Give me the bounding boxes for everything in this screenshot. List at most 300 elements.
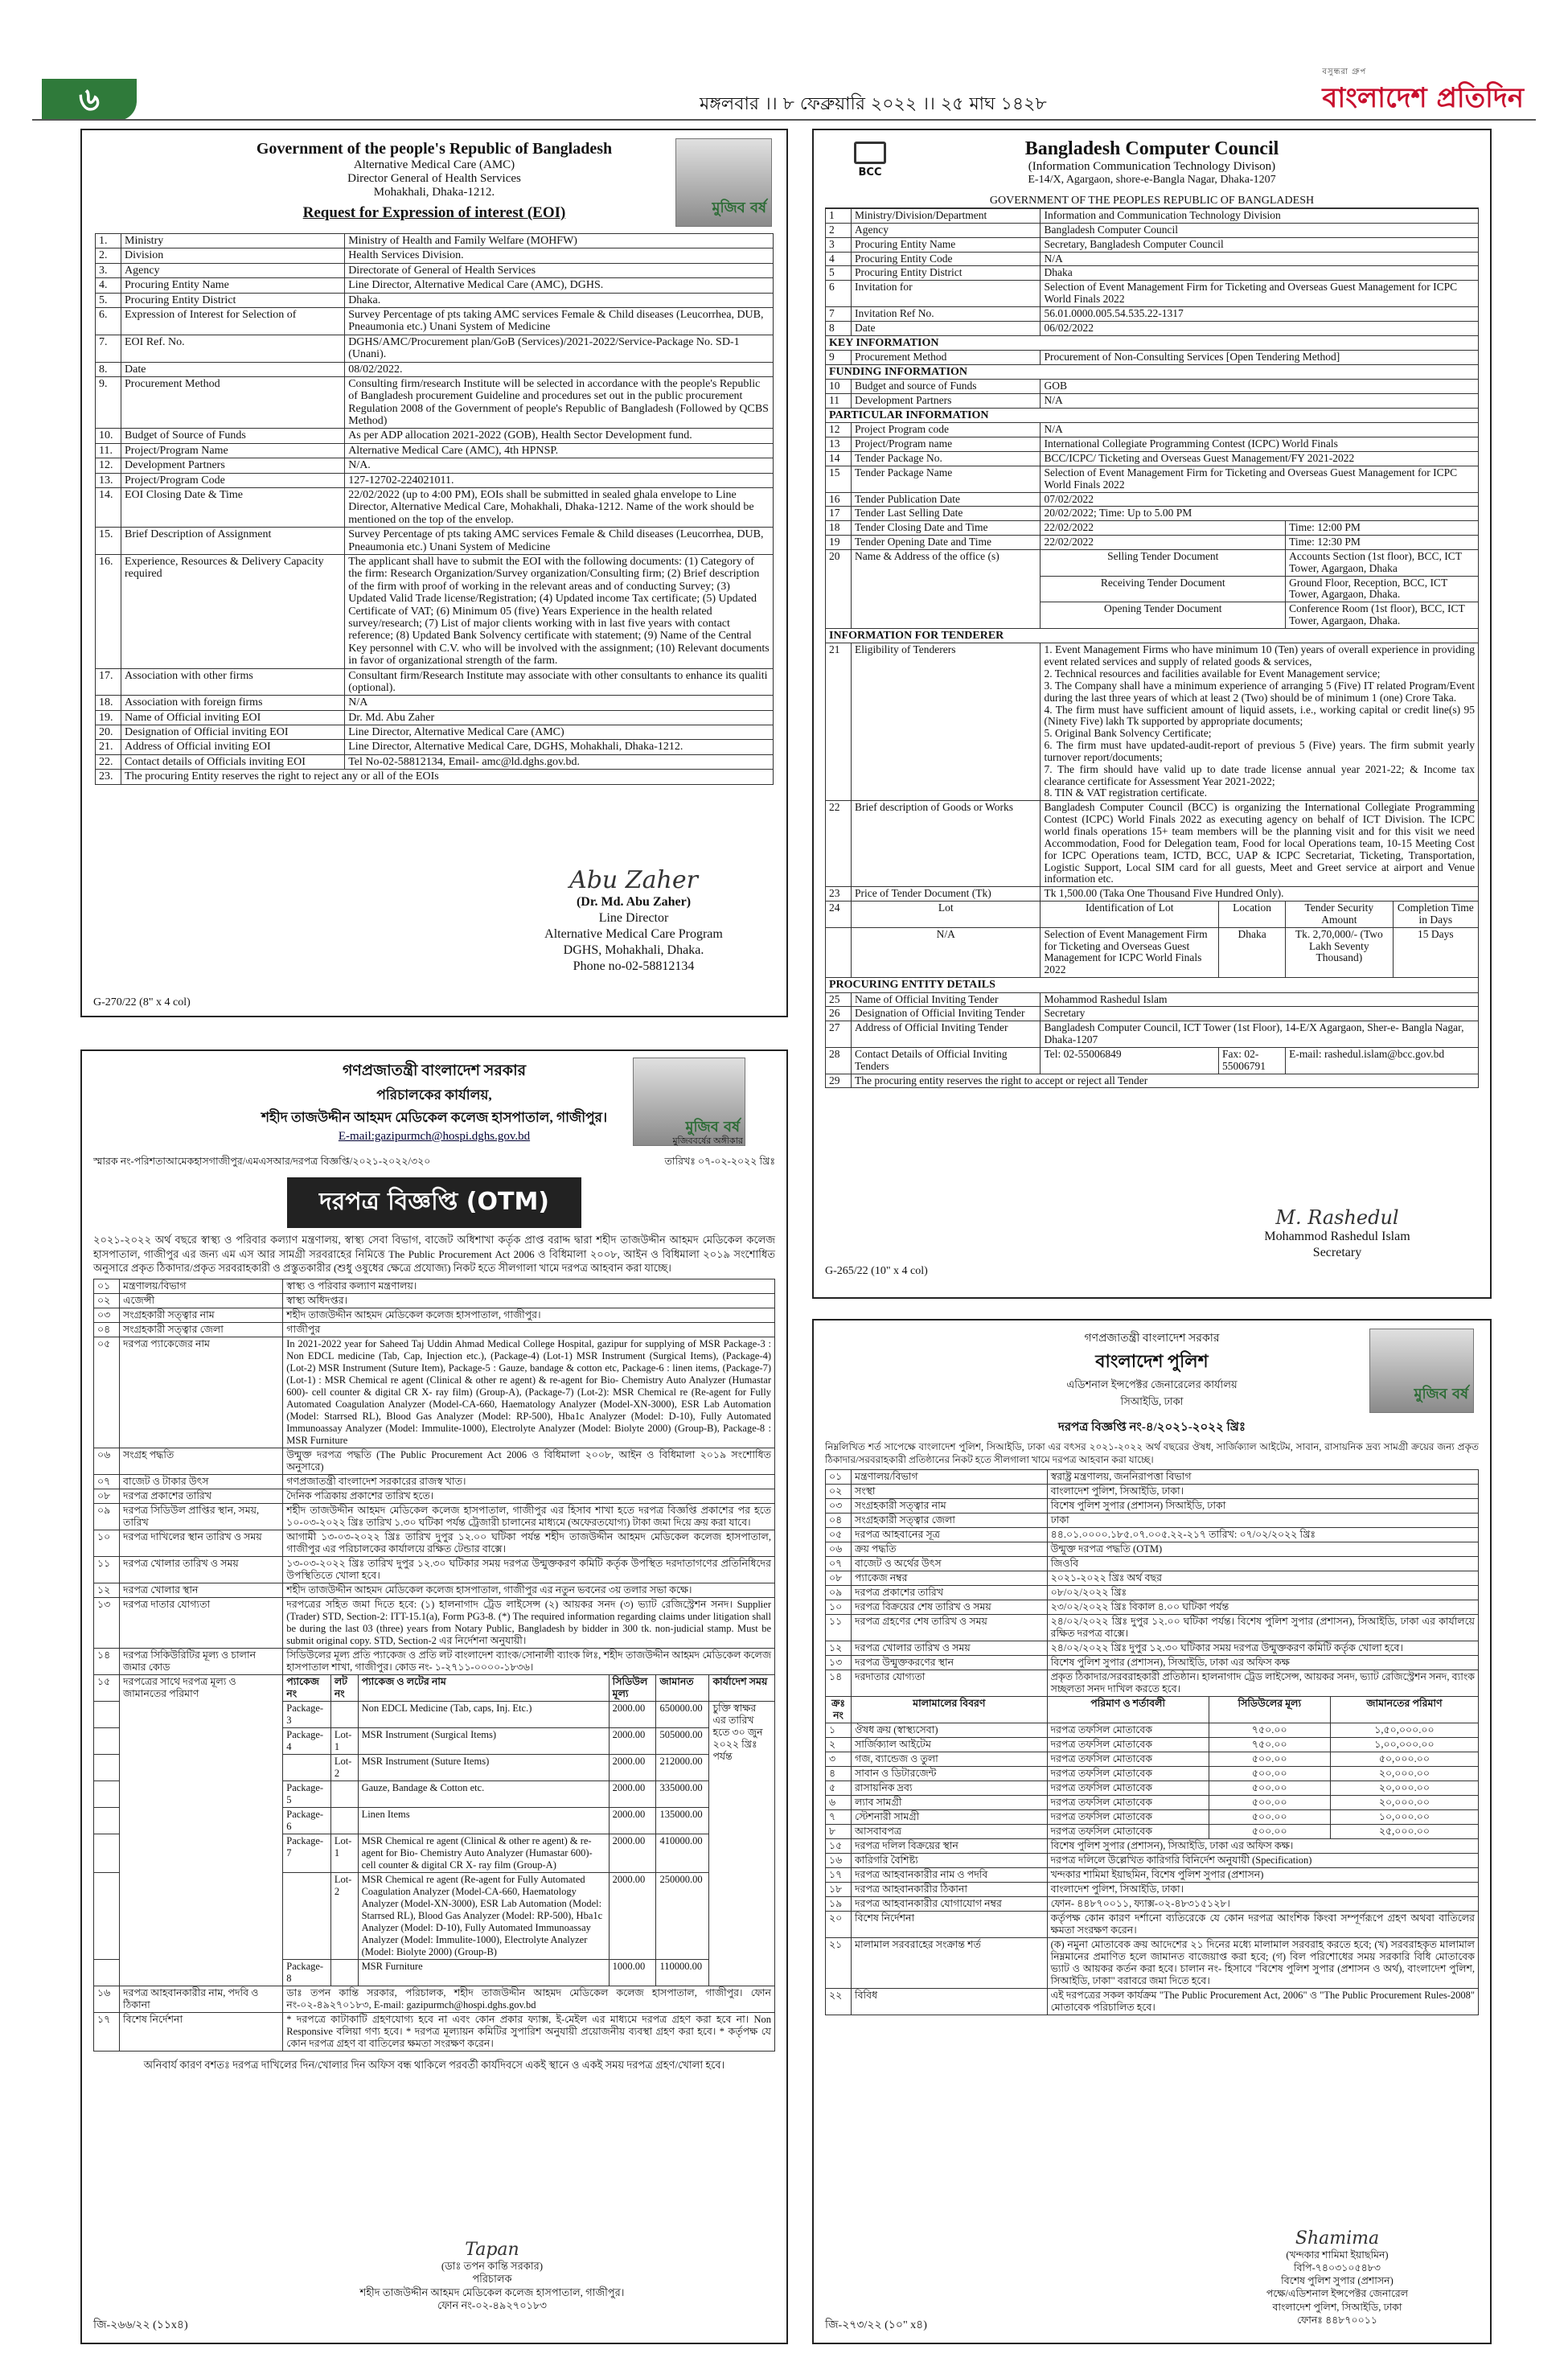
table-cell: ০৩ — [94, 1308, 120, 1322]
table-cell: ঔষধ ক্রয় (স্বাস্থ্যসেবা) — [852, 1723, 1048, 1738]
table-cell: ৫ — [826, 1781, 852, 1796]
table-cell: ১৭ — [94, 2012, 120, 2051]
table-cell: বাংলাদেশ পুলিশ, সিআইডি, ঢাকা। — [1047, 1883, 1478, 1897]
table-cell: ০২ — [94, 1293, 120, 1308]
bcc-logo — [842, 142, 898, 188]
table-cell: 20. — [96, 725, 121, 740]
table-cell: Identification of Lot — [1041, 902, 1219, 928]
table-cell: Dr. Md. Abu Zaher — [345, 710, 774, 725]
table-cell: Bangladesh Computer Council — [1041, 223, 1479, 237]
table-cell: 18 — [826, 521, 852, 536]
shmc-tender-ad — [80, 1049, 788, 2344]
table-cell: 7 — [826, 306, 852, 321]
bcc-tender-ad — [812, 129, 1492, 1299]
table-cell: বিশেষ পুলিশ সুপার (প্রশাসন), সিআইডি, ঢাকা এর অফিস কক্ষ। — [1047, 1839, 1478, 1854]
table-cell: 410000.00 — [656, 1834, 709, 1872]
table-cell: 22/02/2022 (up to 4:00 PM), EOIs shall be submitted in sealed ghala envelope to Line Director, Alternative Medical Care, Mohakhali, Dhaka-1212. Name of the work should be mentioned on the top of the envelop. — [345, 488, 774, 528]
table-cell: সিডিউল মূল্য — [609, 1674, 656, 1701]
table-cell: উন্মুক্ত দরপত্র পদ্ধতি (The Public Procurement Act 2006 ও বিধিমালা ২০০৮, আইন ও বিধিমালা ২০১৯ সংশোধিত অনুসারে) — [283, 1448, 775, 1474]
table-cell: Name of Official Inviting Tender — [852, 992, 1041, 1007]
table-cell: Directorate of General of Health Services — [345, 263, 774, 277]
table-cell: Procurement of Non-Consulting Services [Open Tendering Method] — [1041, 350, 1479, 364]
bcc-table — [825, 208, 1479, 1088]
police-sig-line: ফোনঃ ৪৪৮৭০০১১ — [1296, 2314, 1378, 2326]
table-cell: 7. — [96, 335, 121, 362]
table-cell: (ক) নমুনা মোতাবেক ক্রয় আদেশের ২১ দিনের মধ্যে মালামাল সরবরাহ করতে হবে; (খ) সরবরাহকৃত মালামাল নিম্নমানের প্রমাণিত হলে জামানত বাজেয়াপ্ত করা হবে; (গ) বিল পরিশোধের সময় সরকারি বিধি মোতাবেক ভ্যাট ও আয়কর কর্তন করা হবে। চালান নং- হিসাবে "বিশেষ পুলিশ সুপার (প্রশাসন ও অর্থ), বাংলাদেশ পুলিশ, সিআইডি, ঢাকা" বরাবরে জমা দিতে হবে। — [1047, 1938, 1478, 1989]
table-cell: ৫০,০০০.০০ — [1330, 1752, 1478, 1767]
table-cell: ৭৫০.০০ — [1209, 1738, 1330, 1752]
table-cell: দরপত্র তফসিল মোতাবেক — [1047, 1767, 1209, 1781]
table-cell: Date — [121, 362, 345, 376]
table-cell: Package-5 — [283, 1780, 331, 1807]
table-cell: Project/Program Name — [121, 443, 345, 458]
table-row — [826, 507, 1479, 521]
table-cell: ২০,০০০.০০ — [1330, 1767, 1478, 1781]
table-cell: MSR Instrument (Surgical Items) — [358, 1727, 609, 1754]
table-cell: ফোন- ৪৪৮৭০০১১, ফ্যাক্স-০২-৪৮৩১৫১২৮। — [1047, 1897, 1478, 1912]
table-cell: Dhaka — [1041, 266, 1479, 281]
table-cell: ১৬ — [94, 1986, 120, 2012]
table-cell: 127-12702-224021011. — [345, 473, 774, 487]
table-cell: দরপত্র খোলার তারিখ ও সময় — [852, 1641, 1048, 1656]
table-cell: ২০,০০০.০০ — [1330, 1796, 1478, 1810]
table-cell: Dhaka — [1219, 927, 1286, 977]
bcc-sig-name: Mohammod Rashedul Islam — [1264, 1230, 1410, 1243]
table-row — [94, 1597, 775, 1648]
table-cell: Receiving Tender Document — [1041, 576, 1286, 602]
table-row — [826, 437, 1479, 452]
table-cell: Selection of Event Management Firm for Ticketing and Overseas Guest Management for ICPC World Finals 2022 — [1041, 466, 1479, 492]
police-gov: গণপ্রজাতন্ত্রী বাংলাদেশ সরকার — [1084, 1333, 1220, 1345]
table-row — [94, 1556, 775, 1583]
table-cell: ৫০০.০০ — [1209, 1810, 1330, 1825]
table-cell: In 2021-2022 year for Saheed Taj Uddin Ahmad Medical College Hospital, gazipur for supplying of MSR Package-3 : Non EDCL medicine (Tab, Cap, Injection etc.), (Package-4) (Lot-1) MSR Instrument (Surgical Items), (Package-4) (Lot-2) MSR Instrument (Suture Item), Package-5 : Gauze, bandage & cotton etc, Package-6 : linen items, (Package-7) (Lot-1) : MSR Chemical re agent (Clinical & other re agent) & re-agent for Bio- Chemistry Auto Analyzer (Humastar 600)- cell counter & digital CR X- ray film) (Group-A), (Package-7) (Lot-2): MSR Chemical re (Re-agent for Fully Automated Coagulation Analyzer (Model-CA-660, Haematology Analyzer (Model-XN-3000), ESR Lab Automation (Model: Starrsed RL), Blood Gas Analyzer (Model: RP-500), Hba1c Analyzer (Model: D-10), Fully Automated Immunoassay Analyzer (Model: Immulite-1000), Electrolyte Analyzer (Model: Biolyte 2000) (Group-B), Package-8 : MSR Furniture — [283, 1337, 775, 1448]
table-cell: BCC/ICPC/ Ticketing and Overseas Guest Management/FY 2021-2022 — [1041, 451, 1479, 466]
table-cell: ০৪ — [826, 1514, 852, 1528]
table-cell: MSR Chemical re agent (Clinical & other re agent) & re-agent for Bio- Chemistry Auto Analyzer (Humastar 600)- cell counter & digital CR X- ray film (Group-A) — [358, 1834, 609, 1872]
amc-sig-line: Line Director — [598, 911, 669, 925]
table-cell: দরপত্র তফসিল মোতাবেক — [1047, 1752, 1209, 1767]
table-row — [94, 1279, 775, 1293]
table-row — [826, 209, 1479, 224]
table-cell: Secretary, Bangladesh Computer Council — [1041, 237, 1479, 252]
table-cell: 15. — [96, 528, 121, 555]
table-cell — [94, 1701, 120, 1727]
table-cell: ১৩-০৩-২০২২ খ্রিঃ তারিখ দুপুর ১২.৩০ ঘটিকার সময় দরপত্র উন্মুক্তকরণ কমিটি কর্তৃক উপস্থিত দরদাতাগণের প্রতিনিধিদের উপস্থিতিতে খোলা হবে। — [283, 1556, 775, 1583]
table-cell: আগামী ১৩-০৩-২০২২ খ্রিঃ তারিখ দুপুর ১২.০০ ঘটিকা পর্যন্ত শহীদ তাজউদ্দীন আহমদ মেডিকেল কলেজ হাসপাতাল, গাজীপুর এর পরিচালকের কার্যালয়ে রক্ষিত টেন্ডার বাক্সে। — [283, 1530, 775, 1556]
police-signature-block — [1217, 2228, 1458, 2327]
police-table — [825, 1469, 1479, 2015]
table-cell: দরপত্র প্রকাশের তারিখ — [120, 1489, 283, 1503]
table-cell: INFORMATION FOR TENDERER — [826, 628, 1479, 643]
table-row — [826, 536, 1479, 550]
table-row — [826, 978, 1479, 992]
table-row — [826, 1499, 1479, 1514]
table-row — [826, 451, 1479, 466]
shmc-sig-line: পরিচালক — [472, 2273, 512, 2286]
table-cell: 212000.00 — [656, 1754, 709, 1780]
table-row — [826, 1810, 1479, 1825]
table-cell: 2000.00 — [609, 1834, 656, 1872]
table-cell: 06/02/2022 — [1041, 321, 1479, 335]
signature-scribble: Shamima — [1295, 2228, 1380, 2249]
table-row — [96, 376, 774, 429]
table-cell: Completion Time in Days — [1393, 902, 1478, 928]
table-cell: শহীদ তাজউদ্দীন আহমদ মেডিকেল কলেজ হাসপাতাল, গাজীপুর। — [283, 1308, 775, 1322]
shmc-sig-line: (ডাঃ তপন কান্তি সরকার) — [441, 2260, 544, 2272]
table-cell: Tk 1,500.00 (Taka One Thousand Five Hundred Only). — [1041, 887, 1479, 902]
table-cell: Agency — [852, 223, 1041, 237]
list-item: 3. The Company shall have a minimum experience of arranging 5 (Five) IT related Program/Event during the last three years of which at least 2 (Two) should be of minimum 1 (one) Crore Taka. — [1044, 679, 1475, 704]
table-row — [826, 1571, 1479, 1586]
shmc-title-wrap — [93, 1177, 775, 1228]
table-cell: ক্রয় পদ্ধতি — [852, 1542, 1048, 1557]
table-row — [94, 1322, 775, 1337]
table-cell: ০৮ — [826, 1571, 852, 1586]
table-cell: Price of Tender Document (Tk) — [852, 887, 1041, 902]
table-row — [96, 710, 774, 725]
table-cell: ১২ — [94, 1583, 120, 1597]
table-cell: ২৪/০২/২০২২ খ্রিঃ দুপুর ১২.৩০ ঘটিকার সময় দরপত্র উন্মুক্তকরণ কমিটি কর্তৃক খোলা হবে। — [1047, 1641, 1478, 1656]
table-cell: 13. — [96, 473, 121, 487]
table-cell: 15 — [826, 466, 852, 492]
mujib-emblem — [675, 138, 772, 227]
table-row — [826, 1752, 1479, 1767]
table-cell: প্যাকেজ ও লটের নাম — [358, 1674, 609, 1701]
table-cell: 14. — [96, 488, 121, 528]
table-cell: 6. — [96, 307, 121, 335]
table-row — [826, 1697, 1479, 1723]
table-cell: গাজীপুর — [283, 1322, 775, 1337]
table-cell: ৫০০.০০ — [1209, 1796, 1330, 1810]
table-cell: Location — [1219, 902, 1286, 928]
list-item: 6. The firm must have updated-audit-report of previous 5 (Five) years. The firm submit yearly turnover report/documents; — [1044, 739, 1475, 763]
table-cell: 650000.00 — [656, 1701, 709, 1727]
table-row — [94, 1648, 775, 1674]
table-cell: দরপত্র সিকিউরিটির মূল্য ও চালান জমার কোড — [120, 1648, 283, 1674]
table-row — [826, 1615, 1479, 1641]
table-cell: জামানতের পরিমাণ — [1330, 1697, 1478, 1723]
table-cell — [330, 1959, 358, 1986]
table-cell: Brief Description of Assignment — [121, 528, 345, 555]
table-cell: 18. — [96, 696, 121, 710]
table-cell: স্বরাষ্ট্র মন্ত্রণালয়, জননিরাপত্তা বিভাগ — [1047, 1470, 1478, 1485]
table-cell: GOB — [1041, 380, 1479, 394]
table-cell: 8 — [826, 321, 852, 335]
table-row — [826, 394, 1479, 409]
table-cell: দরপত্রের সাথে দরপত্র মূল্য ও জামানতের পরিমাণ — [120, 1674, 283, 1986]
table-row — [826, 1738, 1479, 1752]
table-cell: গণপ্রজাতন্ত্রী বাংলাদেশ সরকারের রাজস্ব খাত। — [283, 1474, 775, 1489]
table-cell: ঢাকা — [1047, 1514, 1478, 1528]
table-row — [94, 2012, 775, 2051]
table-row — [96, 740, 774, 754]
table-row — [94, 1986, 775, 2012]
table-cell: শহীদ তাজউদ্দীন আহমদ মেডিকেল কলেজ হাসপাতাল, গাজীপুর এর হিসাব শাখা হতে দরপত্র বিজ্ঞপ্তি প্রকাশের পর হতে ১০-০৩-২০২২ খ্রিঃ তারিখ ১.৩০ ঘটিকা পর্যন্ত ট্রেজারী চালানের মাধ্যমে (অফেরতযোগ্য) টাকা জমা দিয়ে ক্রয় করা যাবে। — [283, 1503, 775, 1530]
table-cell: ১২ — [826, 1641, 852, 1656]
table-cell: দরপত্র বিক্রয়ের শেষ তারিখ ও সময় — [852, 1600, 1048, 1615]
table-row — [96, 248, 774, 263]
table-row — [96, 335, 774, 362]
table-cell: ১ — [826, 1723, 852, 1738]
table-cell: Division — [121, 248, 345, 263]
table-cell: দরপত্র তফসিল মোতাবেক — [1047, 1723, 1209, 1738]
table-cell: দরপত্রের সহিত জমা দিতে হবে: (১) হালনাগাদ ট্রেড লাইসেন্স (২) আয়কর সনদ (৩) ভ্যাট রেজিস্ট্রেশন সনদ। Supplier (Trader) STD, Section-2: ITT-15.1(a), Form PG3-8. (*) The required information regarding claims under litigation shall be during the last 03 (three) years from Notary Public, Bangladesh by bidder in 300 tk. non-judicial stamp. Must be submit original copy. STD, Section-2 এর নির্দেশনা অনুযায়ী। — [283, 1597, 775, 1648]
table-row — [826, 1528, 1479, 1542]
shmc-ad-code: জি-২৬৬/২২ (১১x৪) — [93, 2319, 188, 2331]
table-cell: 26 — [826, 1007, 852, 1021]
table-cell: 12. — [96, 458, 121, 473]
table-cell: ১১ — [826, 1615, 852, 1641]
table-cell: Agency — [121, 263, 345, 277]
table-cell: Time: 12:30 PM — [1286, 536, 1479, 550]
table-cell: দরপত্র প্রকাশের তারিখ — [852, 1586, 1048, 1600]
table-row — [96, 725, 774, 740]
shmc-memo-date: তারিখঃ ০৭-০২-২০২২ খ্রিঃ — [664, 1156, 775, 1167]
table-cell: বাজেট ও টাকার উৎস — [120, 1474, 283, 1489]
police-sub1: এডিশনাল ইন্সপেক্টর জেনারেলের কার্যালয় — [1066, 1378, 1238, 1390]
amc-ad-code: G-270/22 (8" x 4 col) — [93, 996, 191, 1008]
table-cell — [94, 1754, 120, 1780]
table-cell: ৭৫০.০০ — [1209, 1723, 1330, 1738]
table-cell: ১৪ — [826, 1670, 852, 1697]
table-cell: 12 — [826, 423, 852, 437]
table-cell: Association with other firms — [121, 668, 345, 696]
table-cell: দরপত্র খোলার তারিখ ও সময় — [120, 1556, 283, 1583]
amc-sub2: Director General of Health Services — [347, 172, 521, 185]
table-cell: 2000.00 — [609, 1701, 656, 1727]
table-cell: বিশেষ নির্দেশনা — [120, 2012, 283, 2051]
table-cell: 29 — [826, 1074, 852, 1088]
table-cell: Lot-1 — [330, 1727, 358, 1754]
table-cell: 17. — [96, 668, 121, 696]
table-cell: Budget of Source of Funds — [121, 429, 345, 443]
eligibility-list — [1041, 643, 1479, 801]
table-cell: Invitation for — [852, 281, 1041, 307]
table-cell: Tender Last Selling Date — [852, 507, 1041, 521]
table-cell: ক্রঃ নং — [826, 1697, 852, 1723]
table-cell: Gauze, Bandage & Cotton etc. — [358, 1780, 609, 1807]
table-cell: Survey Percentage of pts taking AMC services Female & Child diseases (Leucorrhea, DUB, Pneaumonia etc.) Unani System of Medicine — [345, 307, 774, 335]
table-cell: ০৯ — [826, 1586, 852, 1600]
table-cell: 9 — [826, 350, 852, 364]
newspaper-logo — [1322, 68, 1524, 123]
table-cell: Procurement Method — [121, 376, 345, 429]
table-cell: ১৭ — [826, 1868, 852, 1883]
table-row — [96, 528, 774, 555]
table-row — [826, 801, 1479, 887]
table-cell: Package-8 — [283, 1959, 331, 1986]
table-cell: N/A — [852, 927, 1041, 977]
table-cell: Tender Publication Date — [852, 492, 1041, 507]
table-cell: খন্দকার শামিমা ইয়াছমিন, বিশেষ পুলিশ সুপার (প্রশাসন) — [1047, 1868, 1478, 1883]
table-cell: Ministry of Health and Family Welfare (MOHFW) — [345, 234, 774, 248]
table-cell: ২ — [826, 1738, 852, 1752]
table-cell: 27 — [826, 1021, 852, 1048]
table-row — [94, 1489, 775, 1503]
table-cell: দরপত্র তফসিল মোতাবেক — [1047, 1781, 1209, 1796]
table-cell: ১০ — [94, 1530, 120, 1556]
table-row — [826, 350, 1479, 364]
table-cell: দরপত্র প্যাকেজের নাম — [120, 1337, 283, 1448]
header-rule — [32, 119, 1536, 121]
table-row — [826, 423, 1479, 437]
table-cell: সংগ্রহকারী সত্ত্বার নাম — [852, 1499, 1048, 1514]
table-cell: ০৩ — [826, 1499, 852, 1514]
table-row — [96, 488, 774, 528]
bcc-ad-code: G-265/22 (10" x 4 col) — [825, 1265, 928, 1277]
table-cell — [94, 1872, 120, 1959]
table-cell: Contact details of Officials inviting EOI — [121, 754, 345, 769]
table-cell: দরপত্র দলিল বিক্রয়ের স্থান — [852, 1839, 1048, 1854]
table-row — [826, 1767, 1479, 1781]
table-cell: সংগ্রহকারী সত্ত্বার জেলা — [120, 1322, 283, 1337]
table-cell: ১৫ — [94, 1674, 120, 1701]
table-cell: 250000.00 — [656, 1872, 709, 1959]
table-cell: ০৬ — [826, 1542, 852, 1557]
mujib-label: মুজিব বর্ষ — [712, 199, 766, 216]
list-item: 1. Event Management Firms who have minimum 10 (Ten) years of overall experience in providing event related services and supply of related goods & services, — [1044, 643, 1475, 668]
table-cell: স্বাস্থ্য অধিদপ্তর। — [283, 1293, 775, 1308]
table-cell: বাংলাদেশ পুলিশ, সিআইডি, ঢাকা। — [1047, 1485, 1478, 1499]
table-row — [826, 1883, 1479, 1897]
table-row — [826, 1854, 1479, 1868]
table-row — [826, 927, 1479, 977]
table-cell: মালামাল সরবরাহের সংক্রান্ত শর্ত — [852, 1938, 1048, 1989]
table-cell: N/A — [1041, 423, 1479, 437]
table-row — [826, 492, 1479, 507]
brand-name: বাংলাদেশ প্রতিদিন — [1322, 82, 1524, 114]
table-row — [826, 1723, 1479, 1738]
table-cell: Lot-2 — [330, 1872, 358, 1959]
amc-eoi-ad — [80, 129, 788, 1017]
table-cell: ১৮ — [826, 1883, 852, 1897]
table-cell: ডাঃ তপন কান্তি সরকার, পরিচালক, শহীদ তাজউদ্দীন আহমদ মেডিকেল কলেজ হাসপাতাল, গাজীপুর। ফোন নং-০২-৪৯২৭০১৮৩, E-mail: gazipurmch@hospi.dghs.gov.bd — [283, 1986, 775, 2012]
shmc-memo: স্মারক নং-পরিশতাআমেকহাসগাজীপুর/এমএসআর/দরপত্র বিজ্ঞপ্তি/২০২১-২০২২/৩২০ — [93, 1156, 431, 1167]
table-cell: 20/02/2022; Time: Up to 5.00 PM — [1041, 507, 1479, 521]
police-ad-code: জি-২৭৩/২২ (১০" x৪) — [825, 2319, 927, 2331]
table-cell: 5 — [826, 266, 852, 281]
table-cell: বিশেষ পুলিশ সুপার (প্রশাসন), সিআইডি, ঢাকা এর অফিস কক্ষ — [1047, 1656, 1478, 1670]
table-cell: ১৪ — [94, 1648, 120, 1674]
table-cell: ১৩ — [94, 1597, 120, 1648]
table-cell: 23. — [96, 770, 121, 784]
table-cell: N/A — [1041, 394, 1479, 409]
table-cell: EOI Ref. No. — [121, 335, 345, 362]
table-cell: উন্মুক্ত দরপত্র পদ্ধতি (OTM) — [1047, 1542, 1478, 1557]
table-cell: Package-3 — [283, 1701, 331, 1727]
table-cell: MSR Furniture — [358, 1959, 609, 1986]
table-cell: ২২ — [826, 1989, 852, 2015]
table-cell: প্যাকেজ নম্বর — [852, 1571, 1048, 1586]
table-cell: ৭ — [826, 1810, 852, 1825]
table-cell: ০৭ — [826, 1557, 852, 1571]
table-cell: পরিমাণ ও শর্তাবলী — [1047, 1697, 1209, 1723]
shmc-office: পরিচালকের কার্যালয়, — [376, 1087, 492, 1103]
table-cell: The applicant shall have to submit the EOI with the following documents: (1) Category of the firm: Research Organization/Survey organization/Consulting firm; (2) Brief description of the firm with proof of working in the relevant areas and of conducting Survey; (3) Updated Valid Trade license/Registration; (4) Updated income Tax certificate; (5) Updated Certificate of VAT; (6) Minimum 05 (five) Years Experience in the health related survey/research; (7) List of major clients working with in last five years with contact reference; (8) Updated Bank Solvency certificate with statement; (9) Name of the Central Key personnel with C.V. who will be involved with the assignment; (10) Relevant documents in favor of organizational strength of the farm. — [345, 554, 774, 668]
table-cell: Tender Package Name — [852, 466, 1041, 492]
table-row — [826, 992, 1479, 1007]
amc-sig-line: DGHS, Mohakhali, Dhaka. — [563, 943, 704, 957]
table-cell: Ministry/Division/Department — [852, 209, 1041, 224]
table-cell: বিবিধ — [852, 1989, 1048, 2015]
signature-scribble: Abu Zaher — [569, 866, 698, 894]
signature-scribble: M. Rashedul — [1275, 1206, 1399, 1229]
table-cell: প্রকৃত ঠিকাদার/সরবরাহকারী প্রতিষ্ঠান। হালনাগাদ ট্রেড লাইসেন্স, আয়কর সনদ, ভ্যাট রেজিস্ট্রেশন সনদ, ব্যাংক সচ্ছলতা সনদ দাখিল করতে হবে। — [1047, 1670, 1478, 1697]
table-cell: ৫০০.০০ — [1209, 1781, 1330, 1796]
table-row — [96, 293, 774, 307]
table-cell: EOI Closing Date & Time — [121, 488, 345, 528]
table-cell: ১০,০০০.০০ — [1330, 1810, 1478, 1825]
table-cell: Consulting firm/research Institute will be selected in accordance with the people's Republic of Bangladesh procurement Guideline and procedures set out in the public procurement Regulation 2008 of the Government of people's Republic of Bangladesh (Followed by QCBS Method) — [345, 376, 774, 429]
table-cell: 3. — [96, 263, 121, 277]
table-cell: সিডিউলের মূল্য — [1209, 1697, 1330, 1723]
table-row — [96, 554, 774, 668]
shmc-foot: অনিবার্য কারণ বশতঃ দরপত্র দাখিলের দিন/খোলার দিন অফিস বন্ধ থাকিলে পরবর্তী কার্যদিবসে একই স্থানে ও একই সময় দরপত্র গ্রহণ/খোলা হবে। — [143, 2058, 725, 2071]
table-cell: Bangladesh Computer Council (BCC) is organizing the International Collegiate Programming Contest (ICPC) World Finals 2022 as executing agency on behalf of ICT Division. The ICPC world finals operations 15+ team members will be the planning visit and for this visit we need Accommodation, Food for Delegation team, Food for local Operations team, 10-15 Meeting Cost for ICPC Operations team, ICTD, BCC, UAP & ICPC Secretariat, Ticketing, Transportation, Logistic Support, Local SIM card for all guests, Meet and Greet service at airport and Venue information etc. — [1041, 801, 1479, 887]
table-cell: 56.01.0000.005.54.535.22-1317 — [1041, 306, 1479, 321]
table-cell: Brief description of Goods or Works — [852, 801, 1041, 887]
table-cell: দরপত্র গ্রহণের শেষ তারিখ ও সময় — [852, 1615, 1048, 1641]
table-cell: 8. — [96, 362, 121, 376]
table-cell: ১০ — [826, 1600, 852, 1615]
table-cell: এজেন্সী — [120, 1293, 283, 1308]
table-cell: 2000.00 — [609, 1727, 656, 1754]
table-cell: ২০,০০০.০০ — [1330, 1781, 1478, 1796]
table-cell: জামানত — [656, 1674, 709, 1701]
table-cell: 24 — [826, 902, 852, 928]
table-cell: Project Program code — [852, 423, 1041, 437]
table-row — [96, 443, 774, 458]
table-row — [94, 1337, 775, 1448]
table-cell: দরপত্র তফসিল মোতাবেক — [1047, 1810, 1209, 1825]
table-cell: Health Services Division. — [345, 248, 774, 263]
police-sig-line: বিশেষ পুলিশ সুপার (প্রশাসন) — [1281, 2275, 1394, 2286]
table-cell: ২১ — [826, 1938, 852, 1989]
police-title: বাংলাদেশ পুলিশ — [1095, 1351, 1209, 1371]
table-cell: Information and Communication Technology Division — [1041, 209, 1479, 224]
table-cell: ১৩ — [826, 1656, 852, 1670]
table-cell: সার্জিক্যাল আইটেম — [852, 1738, 1048, 1752]
table-cell: Ground Floor, Reception, BCC, ICT Tower, Agargaon, Dhaka. — [1286, 576, 1479, 602]
table-cell: বিশেষ নির্দেশনা — [852, 1912, 1048, 1938]
table-cell: সাবান ও ডিটারজেন্ট — [852, 1767, 1048, 1781]
police-sig-line: (খন্দকার শামিমা ইয়াছমিন) — [1286, 2249, 1389, 2261]
table-cell: Mohammod Rashedul Islam — [1041, 992, 1479, 1007]
table-row — [826, 466, 1479, 492]
list-item: 4. The firm must have sufficient amount of liquid assets, i.e., working capital or credit line(s) 95 (Ninety Five) lakh Tk supported by appropriate documents; — [1044, 703, 1475, 728]
table-row — [96, 754, 774, 769]
table-row — [826, 1796, 1479, 1810]
signature-scribble: Tapan — [465, 2240, 519, 2260]
table-row — [96, 429, 774, 443]
table-cell: দরপত্র সিডিউল প্রাপ্তির স্থান, সময়, তারিখ — [120, 1503, 283, 1530]
table-cell: দরপত্র আহবানকারীর যোগাযোগ নম্বর — [852, 1897, 1048, 1912]
table-cell: Selling Tender Document — [1041, 549, 1286, 576]
table-cell: দরপত্র আহবানকারীর ঠিকানা — [852, 1883, 1048, 1897]
list-item: 5. Original Bank Solvency Certificate; — [1044, 727, 1212, 740]
table-cell: Project/Program Code — [121, 473, 345, 487]
table-row — [826, 1825, 1479, 1839]
table-cell: E-mail: rashedul.islam@bcc.gov.bd — [1286, 1047, 1479, 1074]
table-cell: ০৮ — [94, 1489, 120, 1503]
table-cell: International Collegiate Programming Contest (ICPC) World Finals — [1041, 437, 1479, 452]
table-cell: Procuring Entity Name — [121, 278, 345, 293]
table-cell: 07/02/2022 — [1041, 492, 1479, 507]
shmc-memo-row — [93, 1155, 775, 1171]
table-cell: Tender Opening Date and Time — [852, 536, 1041, 550]
shmc-slogan: মুজিববর্ষের অঙ্গীকার — [672, 1136, 743, 1146]
